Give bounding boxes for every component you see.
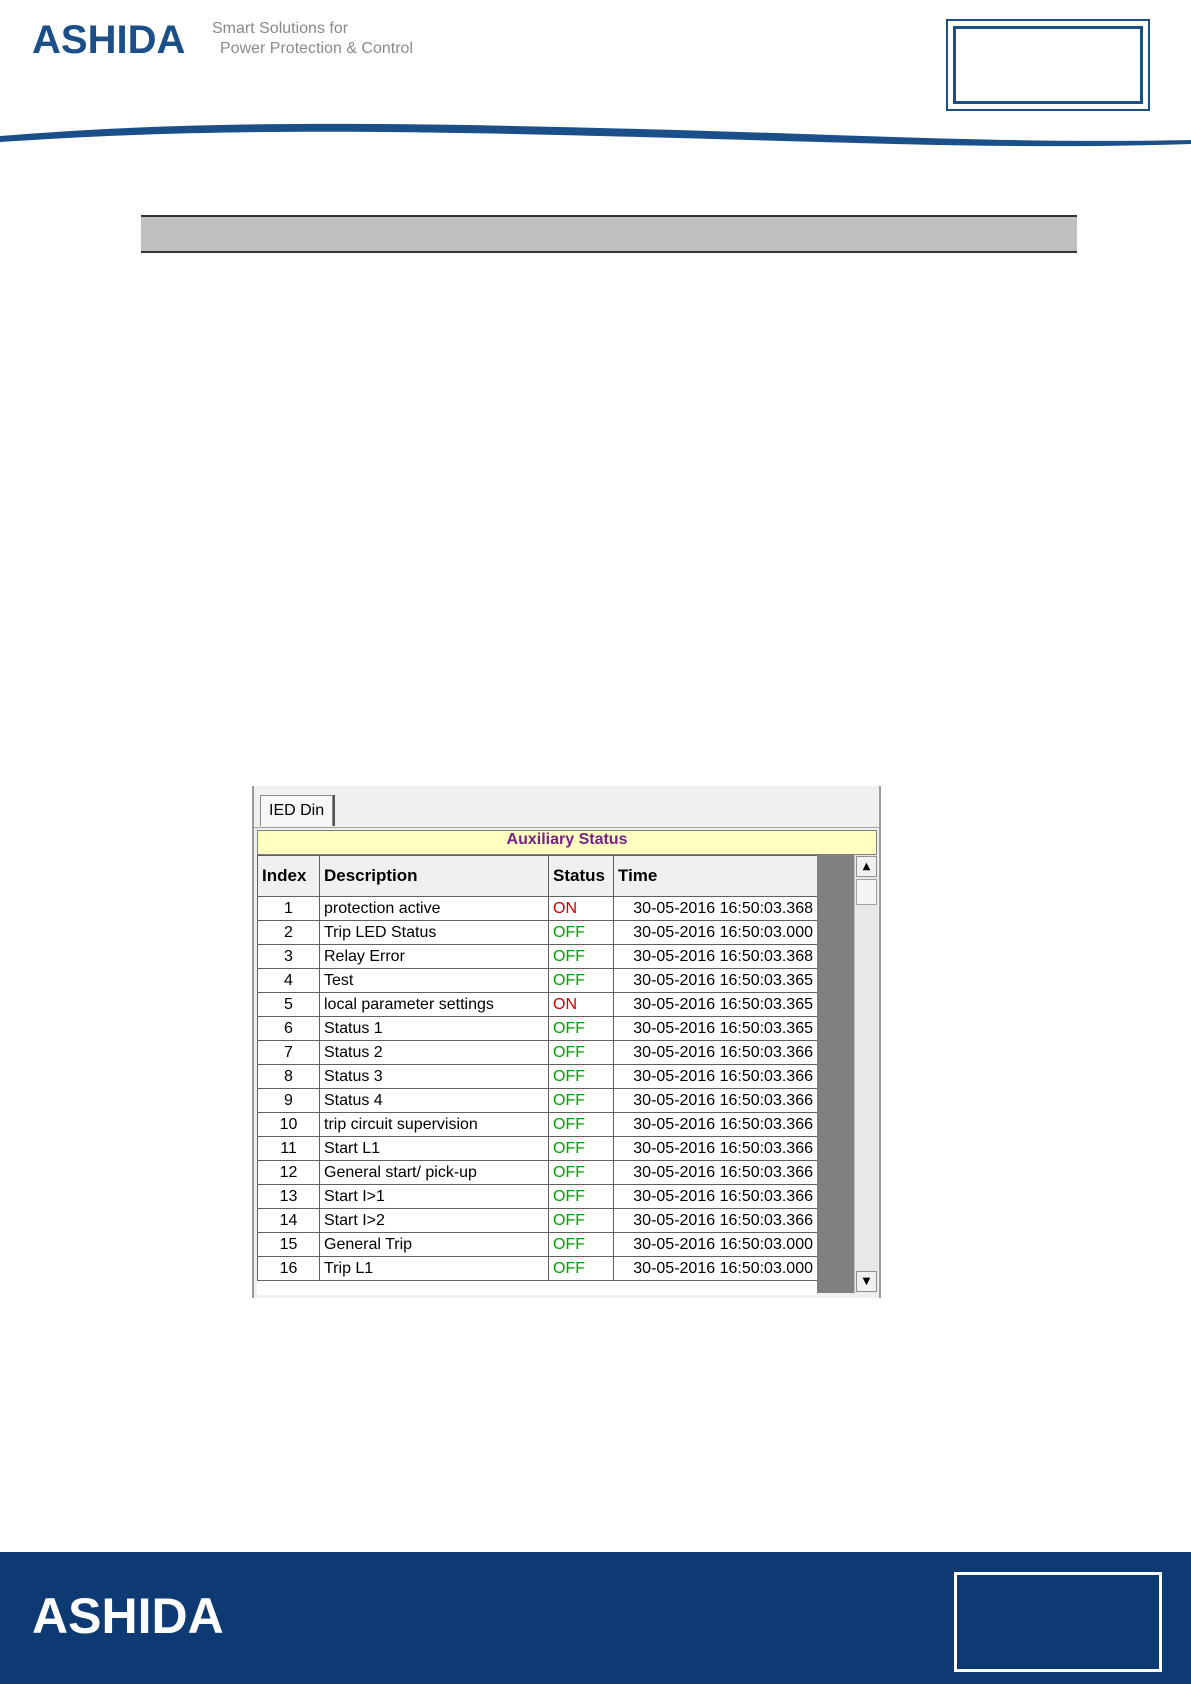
cell-index: 11 [258, 1137, 320, 1161]
cell-time: 30-05-2016 16:50:03.365 [614, 969, 818, 993]
cell-index: 4 [258, 969, 320, 993]
cell-status: OFF [549, 1017, 614, 1041]
table-row[interactable] [258, 1089, 818, 1113]
cell-time: 30-05-2016 16:50:03.366 [614, 1209, 818, 1233]
table-row[interactable] [258, 945, 818, 969]
cell-status: OFF [549, 1065, 614, 1089]
cell-index: 6 [258, 1017, 320, 1041]
document-id-box-inner [953, 26, 1143, 104]
table-row[interactable] [258, 1257, 818, 1281]
cell-index: 2 [258, 921, 320, 945]
cell-time: 30-05-2016 16:50:03.365 [614, 993, 818, 1017]
cell-index: 3 [258, 945, 320, 969]
cell-time: 30-05-2016 16:50:03.366 [614, 1137, 818, 1161]
cell-description: protection active [320, 897, 549, 921]
column-header-status[interactable]: Status [549, 856, 614, 897]
tagline-line-1: Smart Solutions for [212, 20, 349, 37]
cell-index: 16 [258, 1257, 320, 1281]
cell-status: OFF [549, 1257, 614, 1281]
table-row[interactable] [258, 1041, 818, 1065]
status-grid [257, 855, 817, 1295]
cell-description: Start I>2 [320, 1209, 549, 1233]
cell-status: ON [549, 897, 614, 921]
table-row[interactable] [258, 1185, 818, 1209]
cell-index: 12 [258, 1161, 320, 1185]
grid-empty-area [817, 855, 855, 1293]
cell-status: OFF [549, 921, 614, 945]
ashida-logo: ASHIDA [32, 18, 186, 62]
cell-time: 30-05-2016 16:50:03.366 [614, 1185, 818, 1209]
column-header-time[interactable]: Time [614, 856, 818, 897]
cell-status: OFF [549, 1113, 614, 1137]
cell-status: OFF [549, 1089, 614, 1113]
tagline-line-2: Power Protection & Control [220, 40, 413, 57]
cell-description: General start/ pick-up [320, 1161, 549, 1185]
cell-status: OFF [549, 969, 614, 993]
cell-index: 5 [258, 993, 320, 1017]
scroll-up-button[interactable]: ▲ [856, 856, 877, 877]
table-row[interactable] [258, 1113, 818, 1137]
section-heading-bar [141, 215, 1077, 253]
cell-index: 9 [258, 1089, 320, 1113]
table-row[interactable] [258, 1137, 818, 1161]
cell-index: 1 [258, 897, 320, 921]
cell-time: 30-05-2016 16:50:03.366 [614, 1041, 818, 1065]
scroll-down-button[interactable]: ▼ [856, 1271, 877, 1292]
cell-time: 30-05-2016 16:50:03.000 [614, 1233, 818, 1257]
document-id-box [946, 19, 1150, 111]
table-row[interactable] [258, 969, 818, 993]
cell-time: 30-05-2016 16:50:03.365 [614, 1017, 818, 1041]
cell-status: ON [549, 993, 614, 1017]
column-header-index[interactable]: Index [258, 856, 320, 897]
cell-description: Start L1 [320, 1137, 549, 1161]
auxiliary-status-panel [252, 786, 881, 1298]
footer-bar [0, 1552, 1191, 1684]
table-row[interactable] [258, 1233, 818, 1257]
cell-description: trip circuit supervision [320, 1113, 549, 1137]
cell-index: 8 [258, 1065, 320, 1089]
cell-status: OFF [549, 945, 614, 969]
table-row[interactable] [258, 897, 818, 921]
cell-time: 30-05-2016 16:50:03.000 [614, 1257, 818, 1281]
cell-description: Status 1 [320, 1017, 549, 1041]
cell-description: Status 3 [320, 1065, 549, 1089]
table-row[interactable] [258, 1161, 818, 1185]
status-table [257, 855, 817, 1281]
panel-title: Auxiliary Status [257, 830, 877, 855]
cell-index: 10 [258, 1113, 320, 1137]
footer-page-box [954, 1572, 1162, 1672]
cell-time: 30-05-2016 16:50:03.000 [614, 921, 818, 945]
cell-index: 13 [258, 1185, 320, 1209]
table-row[interactable] [258, 921, 818, 945]
cell-status: OFF [549, 1185, 614, 1209]
cell-description: General Trip [320, 1233, 549, 1257]
cell-time: 30-05-2016 16:50:03.368 [614, 945, 818, 969]
scroll-thumb[interactable] [856, 879, 877, 905]
cell-time: 30-05-2016 16:50:03.366 [614, 1065, 818, 1089]
tab-divider [254, 827, 879, 828]
tab-ied-din[interactable]: IED Din [260, 795, 333, 826]
table-header-row [258, 856, 818, 897]
table-body [258, 897, 818, 1281]
cell-description: Start I>1 [320, 1185, 549, 1209]
cell-index: 15 [258, 1233, 320, 1257]
cell-status: OFF [549, 1233, 614, 1257]
cell-time: 30-05-2016 16:50:03.366 [614, 1113, 818, 1137]
table-row[interactable] [258, 993, 818, 1017]
column-header-description[interactable]: Description [320, 856, 549, 897]
vertical-scrollbar[interactable] [854, 855, 878, 1293]
footer-logo: ASHIDA [32, 1588, 224, 1644]
cell-description: local parameter settings [320, 993, 549, 1017]
cell-status: OFF [549, 1161, 614, 1185]
cell-index: 7 [258, 1041, 320, 1065]
cell-status: OFF [549, 1041, 614, 1065]
cell-description: Trip LED Status [320, 921, 549, 945]
cell-description: Status 4 [320, 1089, 549, 1113]
table-row[interactable] [258, 1209, 818, 1233]
header-swoosh-divider [0, 118, 1191, 158]
cell-description: Test [320, 969, 549, 993]
cell-description: Relay Error [320, 945, 549, 969]
cell-index: 14 [258, 1209, 320, 1233]
cell-status: OFF [549, 1137, 614, 1161]
table-row[interactable] [258, 1017, 818, 1041]
cell-description: Trip L1 [320, 1257, 549, 1281]
cell-status: OFF [549, 1209, 614, 1233]
cell-time: 30-05-2016 16:50:03.366 [614, 1089, 818, 1113]
cell-time: 30-05-2016 16:50:03.368 [614, 897, 818, 921]
cell-time: 30-05-2016 16:50:03.366 [614, 1161, 818, 1185]
table-row[interactable] [258, 1065, 818, 1089]
cell-description: Status 2 [320, 1041, 549, 1065]
